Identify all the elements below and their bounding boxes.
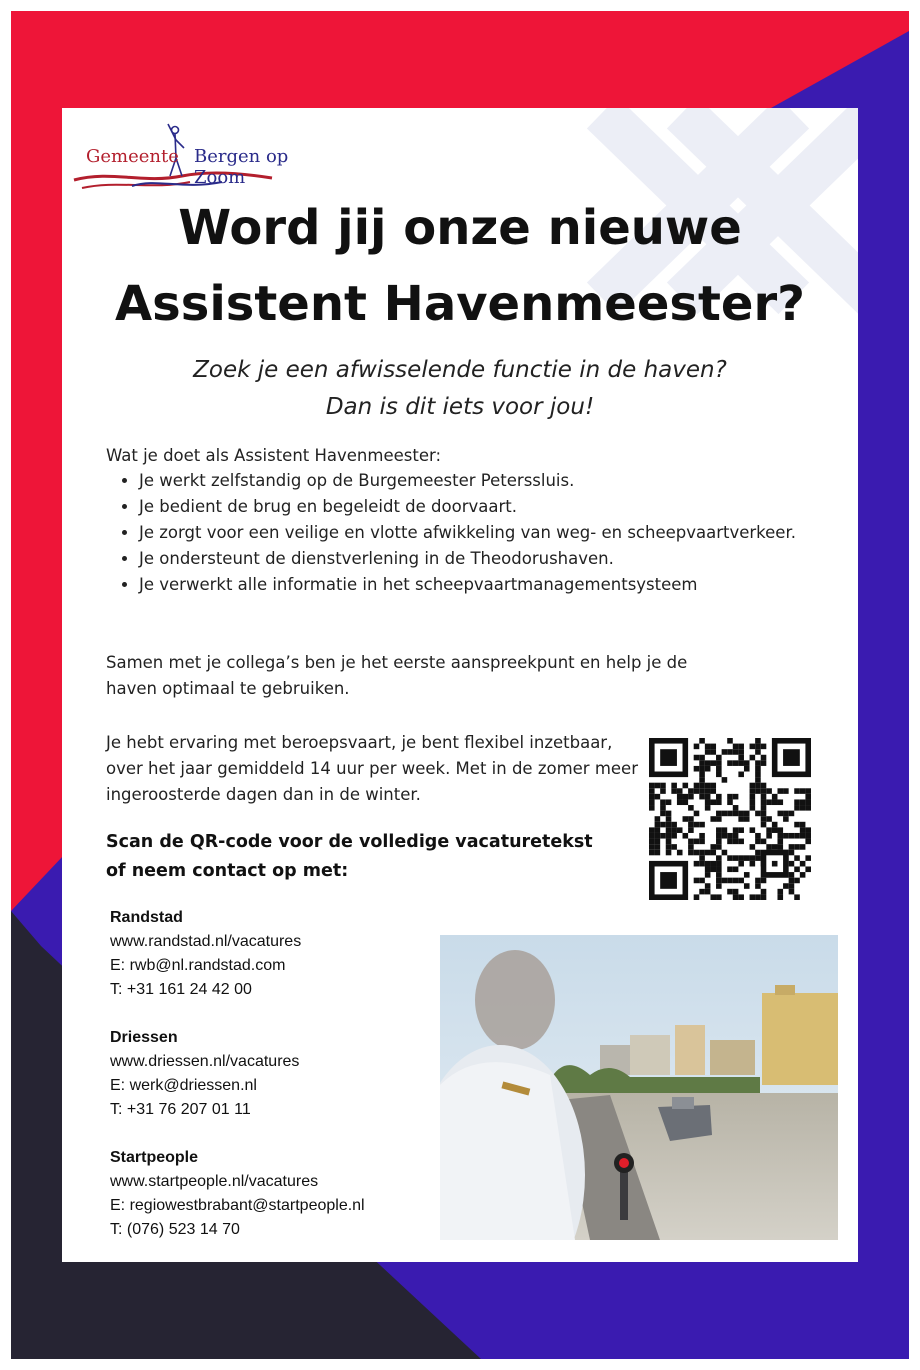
logo-text-gemeente: Gemeente [86, 146, 179, 167]
list-item: • Je werkt zelfstandig op de Burgemeester Peterssluis. [139, 468, 819, 494]
qr-code-icon[interactable] [649, 738, 811, 900]
contact-email[interactable]: E: werk@driessen.nl [110, 1077, 257, 1094]
call-to-action [106, 828, 626, 886]
list-item: • Je verwerkt alle informatie in het scheepvaartmanagementsysteem [139, 572, 819, 598]
paragraph-colleagues: Samen met je collega’s ben je het eerste aanspreekpunt en help je de haven optimaal te gebruiken. [106, 653, 688, 698]
duties-intro: Wat je doet als Assistent Havenmeester: [106, 446, 442, 465]
contact-startpeople [110, 1146, 365, 1242]
contact-email[interactable]: E: regiowestbrabant@startpeople.nl [110, 1197, 365, 1214]
headline-line-2: Assistent Havenmeester? [115, 276, 805, 332]
headline-line-1: Word jij onze nieuwe [178, 200, 742, 256]
list-item: • Je ondersteunt de dienstverlening in de Theodorushaven. [139, 546, 819, 572]
contact-phone: T: (076) 523 14 70 [110, 1221, 240, 1238]
poster-card [62, 108, 858, 1262]
cta-line-2: of neem contact op met: [106, 861, 349, 881]
contact-name: Driessen [110, 1029, 178, 1046]
harbor-photo [440, 935, 838, 1240]
headline [62, 190, 858, 342]
contact-website[interactable]: www.startpeople.nl/vacatures [110, 1173, 319, 1190]
contact-name: Randstad [110, 909, 183, 926]
municipality-logo [72, 118, 342, 198]
logo-text-city: Bergen op Zoom [194, 146, 289, 188]
subheadline-line-2: Dan is dit iets voor jou! [325, 394, 595, 420]
contact-email[interactable]: E: rwb@nl.randstad.com [110, 957, 286, 974]
list-item: • Je bedient de brug en begeleidt de doorvaart. [139, 494, 819, 520]
list-item: • Je zorgt voor een veilige en vlotte afwikkeling van weg- en scheepvaartverkeer. [139, 520, 819, 546]
contact-website[interactable]: www.driessen.nl/vacatures [110, 1053, 300, 1070]
contact-phone: T: +31 161 24 42 00 [110, 981, 252, 998]
contact-phone: T: +31 76 207 01 11 [110, 1101, 251, 1118]
contact-name: Startpeople [110, 1149, 199, 1166]
paragraph-experience: Je hebt ervaring met beroepsvaart, je bent flexibel inzetbaar, over het jaar gemiddeld 14 uur per week. Met in de zomer meer ingeroosterde dagen dan in de winter. [106, 733, 638, 804]
contact-driessen [110, 1026, 365, 1122]
cta-line-1: Scan de QR-code voor de volledige vacaturetekst [106, 832, 593, 852]
subheadline-line-1: Zoek je een afwisselende functie in de haven? [193, 357, 727, 383]
duties-list [106, 468, 819, 598]
contact-website[interactable]: www.randstad.nl/vacatures [110, 933, 302, 950]
contact-randstad [110, 906, 365, 1002]
subheadline [62, 352, 858, 426]
contacts-list [110, 906, 365, 1262]
